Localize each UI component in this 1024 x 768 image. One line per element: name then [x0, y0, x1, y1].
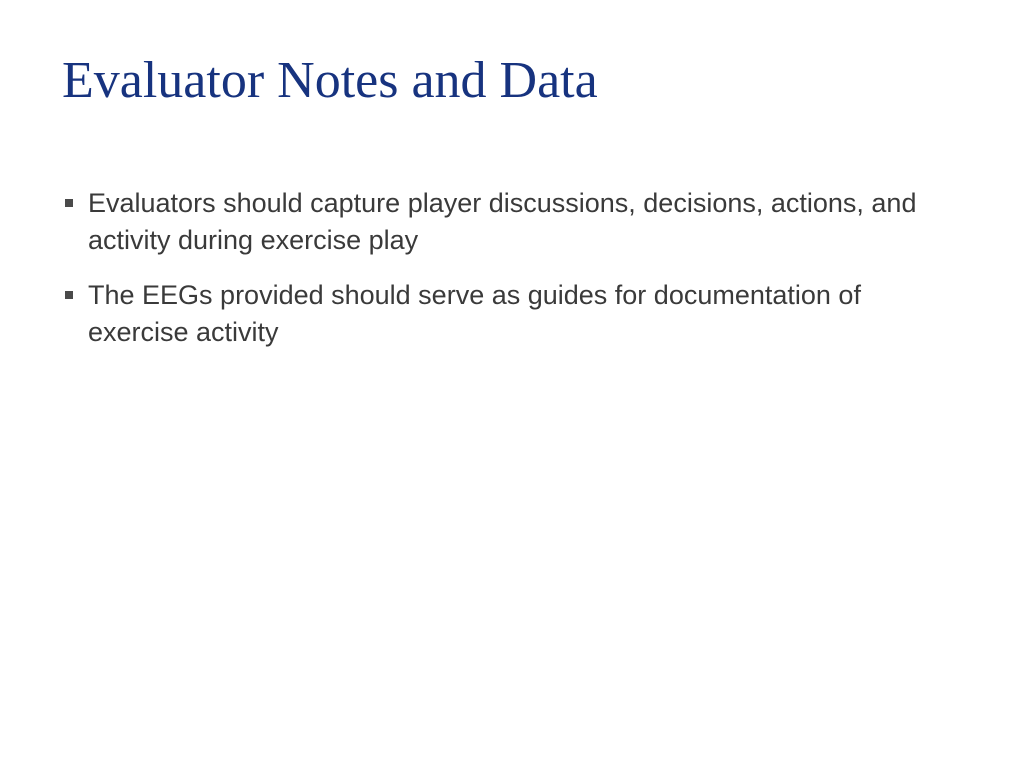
slide-title: Evaluator Notes and Data	[62, 52, 598, 109]
bullet-item	[62, 185, 922, 259]
bullet-text: The EEGs provided should serve as guides for documentation of exercise activity	[88, 280, 861, 347]
bullet-text: Evaluators should capture player discussions, decisions, actions, and activity during exercise play	[88, 188, 917, 255]
square-bullet-icon	[65, 291, 73, 299]
bullet-item	[62, 277, 922, 351]
bullet-list	[62, 185, 922, 369]
square-bullet-icon	[65, 199, 73, 207]
